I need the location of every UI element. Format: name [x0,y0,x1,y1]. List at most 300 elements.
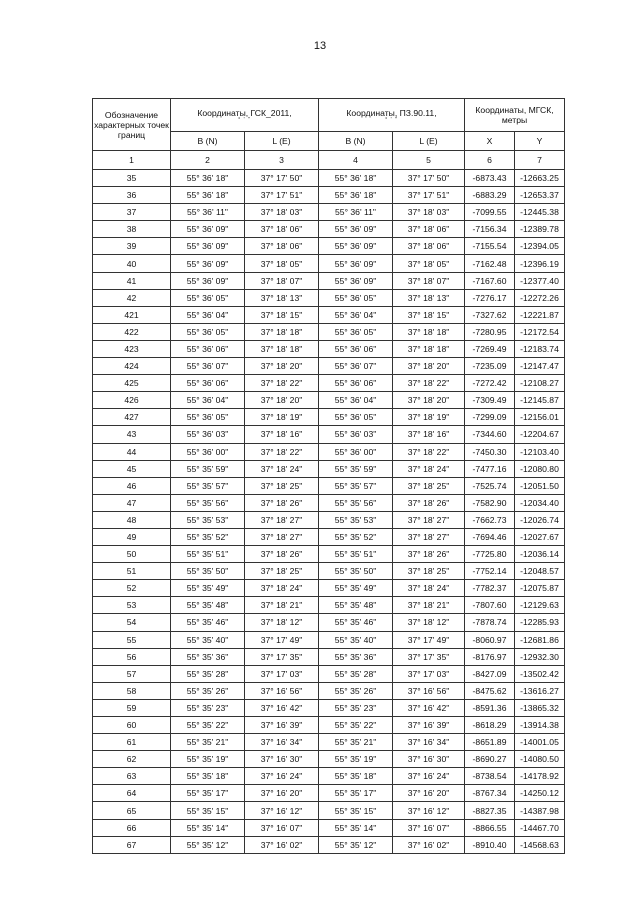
column-number: 1 [93,151,171,170]
pz-b-cell: 55° 35' 18" [319,768,393,785]
gsk-b-cell: 55° 36' 06" [171,375,245,392]
pz-l-cell: 37° 18' 03" [393,204,465,221]
pz-b-cell: 55° 36' 04" [319,392,393,409]
pz-l-cell: 37° 17' 49" [393,631,465,648]
pz-l-cell: 37° 16' 39" [393,717,465,734]
pz-l-cell: 37° 18' 16" [393,426,465,443]
pz-b-cell: 55° 35' 23" [319,699,393,716]
mgsk-y-cell: -12051.50 [515,477,565,494]
mgsk-x-cell: -8910.40 [465,836,515,853]
table-row [93,546,565,563]
gsk-l-cell: 37° 18' 20" [245,358,319,375]
pz-b-cell: 55° 35' 48" [319,597,393,614]
gsk-l-cell: 37° 18' 05" [245,255,319,272]
point-id-cell: 427 [93,409,171,426]
gsk-l-cell: 37° 16' 56" [245,682,319,699]
mgsk-y-cell: -12445.38 [515,204,565,221]
mgsk-x-cell: -7878.74 [465,614,515,631]
gsk-l-cell: 37° 16' 30" [245,751,319,768]
table-row [93,238,565,255]
table-row [93,511,565,528]
gsk-b-cell: 55° 35' 36" [171,648,245,665]
gsk-l-cell: 37° 18' 21" [245,597,319,614]
gsk-l-cell: 37° 18' 18" [245,340,319,357]
gsk-b-cell: 55° 36' 00" [171,443,245,460]
gsk-l-cell: 37° 18' 18" [245,323,319,340]
gsk-b-cell: 55° 35' 50" [171,563,245,580]
gsk-b-cell: 55° 35' 22" [171,717,245,734]
point-id-cell: 55 [93,631,171,648]
gsk-b-cell: 55° 36' 09" [171,221,245,238]
pz-b-cell: 55° 36' 05" [319,289,393,306]
mgsk-y-cell: -14080.50 [515,751,565,768]
mgsk-y-cell: -14568.63 [515,836,565,853]
pz-b-cell: 55° 36' 09" [319,272,393,289]
gsk-l-cell: 37° 16' 12" [245,802,319,819]
table-row [93,631,565,648]
header-b2: B (N) [319,132,393,151]
mgsk-y-cell: -12394.05 [515,238,565,255]
pz-l-cell: 37° 17' 51" [393,187,465,204]
point-id-cell: 423 [93,340,171,357]
gsk-b-cell: 55° 36' 09" [171,272,245,289]
table-row [93,477,565,494]
gsk-l-cell: 37° 18' 24" [245,580,319,597]
mgsk-x-cell: -7450.30 [465,443,515,460]
pz-b-cell: 55° 36' 18" [319,170,393,187]
gsk-b-cell: 55° 35' 15" [171,802,245,819]
mgsk-x-cell: -7235.09 [465,358,515,375]
gsk-l-cell: 37° 18' 27" [245,511,319,528]
point-id-cell: 48 [93,511,171,528]
mgsk-y-cell: -13914.38 [515,717,565,734]
point-id-cell: 421 [93,306,171,323]
point-id-cell: 422 [93,323,171,340]
mgsk-x-cell: -7807.60 [465,597,515,614]
gsk-b-cell: 55° 35' 51" [171,546,245,563]
gsk-b-cell: 55° 36' 05" [171,323,245,340]
mgsk-y-cell: -12663.25 [515,170,565,187]
mgsk-y-cell: -12932.30 [515,648,565,665]
table-row [93,494,565,511]
table-row [93,187,565,204]
table-body [93,170,565,854]
mgsk-y-cell: -12377.40 [515,272,565,289]
mgsk-y-cell: -12156.01 [515,409,565,426]
pz-b-cell: 55° 35' 53" [319,511,393,528]
mgsk-y-cell: -14178.92 [515,768,565,785]
point-id-cell: 43 [93,426,171,443]
mgsk-x-cell: -7782.37 [465,580,515,597]
gsk-b-cell: 55° 35' 49" [171,580,245,597]
pz-b-cell: 55° 35' 14" [319,819,393,836]
mgsk-x-cell: -7156.34 [465,221,515,238]
mgsk-x-cell: -8690.27 [465,751,515,768]
pz-b-cell: 55° 36' 09" [319,255,393,272]
header-b: B (N) [171,132,245,151]
point-id-cell: 45 [93,460,171,477]
gsk-b-cell: 55° 35' 57" [171,477,245,494]
table-row [93,221,565,238]
gsk-l-cell: 37° 17' 50" [245,170,319,187]
gsk-b-cell: 55° 35' 17" [171,785,245,802]
mgsk-y-cell: -13502.42 [515,665,565,682]
table-row [93,426,565,443]
point-id-cell: 58 [93,682,171,699]
gsk-b-cell: 55° 36' 06" [171,340,245,357]
gsk-l-cell: 37° 18' 03" [245,204,319,221]
gsk-l-cell: 37° 16' 20" [245,785,319,802]
mgsk-x-cell: -7162.48 [465,255,515,272]
mgsk-x-cell: -7525.74 [465,477,515,494]
mgsk-y-cell: -13865.32 [515,699,565,716]
pz-b-cell: 55° 35' 57" [319,477,393,494]
mgsk-y-cell: -12221.87 [515,306,565,323]
mgsk-y-cell: -12396.19 [515,255,565,272]
gsk-b-cell: 55° 35' 56" [171,494,245,511]
gsk-l-cell: 37° 16' 02" [245,836,319,853]
mgsk-y-cell: -12147.47 [515,358,565,375]
mgsk-x-cell: -8176.97 [465,648,515,665]
point-id-cell: 426 [93,392,171,409]
mgsk-x-cell: -8651.89 [465,734,515,751]
gsk-l-cell: 37° 18' 16" [245,426,319,443]
table-row [93,528,565,545]
mgsk-y-cell: -12272.26 [515,289,565,306]
pz-l-cell: 37° 16' 12" [393,802,465,819]
pz-l-cell: 37° 18' 19" [393,409,465,426]
gsk-b-cell: 55° 36' 07" [171,358,245,375]
pz-l-cell: 37° 17' 03" [393,665,465,682]
gsk-b-cell: 55° 36' 03" [171,426,245,443]
gsk-l-cell: 37° 17' 03" [245,665,319,682]
gsk-b-cell: 55° 35' 40" [171,631,245,648]
mgsk-x-cell: -7582.90 [465,494,515,511]
header-gsk [171,99,319,132]
table-row [93,768,565,785]
table-row [93,751,565,768]
mgsk-x-cell: -7272.42 [465,375,515,392]
pz-b-cell: 55° 35' 21" [319,734,393,751]
mgsk-y-cell: -14250.12 [515,785,565,802]
gsk-l-cell: 37° 17' 51" [245,187,319,204]
pz-b-cell: 55° 36' 11" [319,204,393,221]
gsk-l-cell: 37° 18' 26" [245,494,319,511]
table-row [93,409,565,426]
pz-l-cell: 37° 18' 18" [393,340,465,357]
table-row [93,289,565,306]
pz-b-cell: 55° 36' 07" [319,358,393,375]
mgsk-y-cell: -14467.70 [515,819,565,836]
mgsk-y-cell: -12048.57 [515,563,565,580]
pz-b-cell: 55° 35' 17" [319,785,393,802]
mgsk-y-cell: -12183.74 [515,340,565,357]
point-id-cell: 46 [93,477,171,494]
mgsk-y-cell: -12145.87 [515,392,565,409]
point-id-cell: 56 [93,648,171,665]
mgsk-x-cell: -6873.43 [465,170,515,187]
header-pz-title: Координаты, ПЗ.90.11, [346,107,437,118]
pz-b-cell: 55° 35' 46" [319,614,393,631]
point-id-cell: 59 [93,699,171,716]
gsk-l-cell: 37° 18' 27" [245,528,319,545]
header-gsk-unit: ° ' " [238,116,251,123]
gsk-l-cell: 37° 18' 25" [245,477,319,494]
table-row [93,836,565,853]
pz-l-cell: 37° 16' 20" [393,785,465,802]
table-row [93,819,565,836]
point-id-cell: 39 [93,238,171,255]
gsk-b-cell: 55° 35' 59" [171,460,245,477]
mgsk-x-cell: -7269.49 [465,340,515,357]
pz-b-cell: 55° 35' 22" [319,717,393,734]
page-number: 13 [313,40,327,52]
gsk-b-cell: 55° 36' 04" [171,306,245,323]
gsk-l-cell: 37° 18' 20" [245,392,319,409]
gsk-l-cell: 37° 18' 12" [245,614,319,631]
pz-l-cell: 37° 17' 35" [393,648,465,665]
pz-b-cell: 55° 35' 12" [319,836,393,853]
table-row [93,802,565,819]
gsk-b-cell: 55° 36' 04" [171,392,245,409]
mgsk-x-cell: -8827.35 [465,802,515,819]
mgsk-x-cell: -8866.55 [465,819,515,836]
pz-b-cell: 55° 35' 28" [319,665,393,682]
column-number: 7 [515,151,565,170]
coordinates-table [92,98,565,854]
header-point-label: Обозначение характерных точек границ [93,99,171,151]
mgsk-y-cell: -12172.54 [515,323,565,340]
point-id-cell: 38 [93,221,171,238]
pz-b-cell: 55° 35' 36" [319,648,393,665]
gsk-b-cell: 55° 35' 26" [171,682,245,699]
pz-l-cell: 37° 18' 06" [393,221,465,238]
table-row [93,204,565,221]
pz-l-cell: 37° 18' 24" [393,460,465,477]
gsk-l-cell: 37° 18' 26" [245,546,319,563]
mgsk-x-cell: -7344.60 [465,426,515,443]
mgsk-x-cell: -7167.60 [465,272,515,289]
gsk-l-cell: 37° 18' 06" [245,238,319,255]
point-id-cell: 42 [93,289,171,306]
mgsk-x-cell: -7694.46 [465,528,515,545]
table-row [93,699,565,716]
pz-l-cell: 37° 18' 27" [393,528,465,545]
table-row [93,375,565,392]
mgsk-y-cell: -12681.86 [515,631,565,648]
pz-l-cell: 37° 18' 07" [393,272,465,289]
header-pz-unit: ° ' " [385,116,398,123]
header-pz [319,99,465,132]
mgsk-y-cell: -12075.87 [515,580,565,597]
pz-l-cell: 37° 18' 20" [393,392,465,409]
point-id-cell: 64 [93,785,171,802]
mgsk-x-cell: -8475.62 [465,682,515,699]
pz-l-cell: 37° 16' 07" [393,819,465,836]
mgsk-y-cell: -12285.93 [515,614,565,631]
mgsk-x-cell: -8427.09 [465,665,515,682]
mgsk-y-cell: -12108.27 [515,375,565,392]
gsk-l-cell: 37° 18' 07" [245,272,319,289]
point-id-cell: 37 [93,204,171,221]
point-id-cell: 50 [93,546,171,563]
pz-l-cell: 37° 18' 15" [393,306,465,323]
pz-l-cell: 37° 18' 21" [393,597,465,614]
gsk-l-cell: 37° 17' 49" [245,631,319,648]
mgsk-y-cell: -12129.63 [515,597,565,614]
table-row [93,563,565,580]
gsk-b-cell: 55° 35' 19" [171,751,245,768]
table-row [93,580,565,597]
pz-l-cell: 37° 18' 22" [393,375,465,392]
header-l: L (E) [245,132,319,151]
pz-l-cell: 37° 16' 56" [393,682,465,699]
pz-b-cell: 55° 36' 00" [319,443,393,460]
table-row [93,272,565,289]
pz-b-cell: 55° 35' 19" [319,751,393,768]
column-number: 2 [171,151,245,170]
gsk-b-cell: 55° 36' 11" [171,204,245,221]
pz-l-cell: 37° 18' 26" [393,546,465,563]
pz-l-cell: 37° 16' 24" [393,768,465,785]
point-id-cell: 62 [93,751,171,768]
mgsk-y-cell: -12653.37 [515,187,565,204]
mgsk-y-cell: -12080.80 [515,460,565,477]
mgsk-x-cell: -7280.95 [465,323,515,340]
pz-l-cell: 37° 18' 18" [393,323,465,340]
table-row [93,323,565,340]
gsk-b-cell: 55° 35' 21" [171,734,245,751]
gsk-l-cell: 37° 17' 35" [245,648,319,665]
table-row [93,460,565,477]
mgsk-y-cell: -12034.40 [515,494,565,511]
point-id-cell: 65 [93,802,171,819]
pz-l-cell: 37° 18' 26" [393,494,465,511]
header-x: X [465,132,515,151]
pz-l-cell: 37° 18' 25" [393,563,465,580]
mgsk-y-cell: -12389.78 [515,221,565,238]
gsk-l-cell: 37° 18' 06" [245,221,319,238]
gsk-b-cell: 55° 35' 46" [171,614,245,631]
header-y: Y [515,132,565,151]
column-number: 4 [319,151,393,170]
gsk-b-cell: 55° 36' 05" [171,289,245,306]
point-id-cell: 66 [93,819,171,836]
table-row [93,785,565,802]
pz-b-cell: 55° 35' 56" [319,494,393,511]
gsk-b-cell: 55° 35' 52" [171,528,245,545]
pz-l-cell: 37° 17' 50" [393,170,465,187]
pz-l-cell: 37° 16' 42" [393,699,465,716]
pz-b-cell: 55° 35' 51" [319,546,393,563]
pz-l-cell: 37° 16' 34" [393,734,465,751]
pz-l-cell: 37° 18' 20" [393,358,465,375]
gsk-l-cell: 37° 18' 13" [245,289,319,306]
mgsk-y-cell: -12027.67 [515,528,565,545]
mgsk-x-cell: -8591.36 [465,699,515,716]
point-id-cell: 47 [93,494,171,511]
table-row [93,443,565,460]
pz-l-cell: 37° 18' 12" [393,614,465,631]
point-id-cell: 49 [93,528,171,545]
pz-b-cell: 55° 36' 09" [319,238,393,255]
gsk-l-cell: 37° 16' 07" [245,819,319,836]
point-id-cell: 424 [93,358,171,375]
gsk-b-cell: 55° 35' 18" [171,768,245,785]
point-id-cell: 52 [93,580,171,597]
pz-b-cell: 55° 36' 05" [319,323,393,340]
mgsk-y-cell: -12036.14 [515,546,565,563]
gsk-b-cell: 55° 36' 09" [171,238,245,255]
mgsk-y-cell: -14387.98 [515,802,565,819]
mgsk-y-cell: -14001.05 [515,734,565,751]
mgsk-x-cell: -7276.17 [465,289,515,306]
table-row [93,340,565,357]
gsk-l-cell: 37° 16' 24" [245,768,319,785]
pz-l-cell: 37° 18' 06" [393,238,465,255]
pz-l-cell: 37° 16' 30" [393,751,465,768]
pz-l-cell: 37° 18' 13" [393,289,465,306]
gsk-l-cell: 37° 18' 24" [245,460,319,477]
gsk-b-cell: 55° 36' 18" [171,170,245,187]
pz-b-cell: 55° 36' 06" [319,375,393,392]
table-row [93,648,565,665]
point-id-cell: 53 [93,597,171,614]
pz-b-cell: 55° 35' 50" [319,563,393,580]
mgsk-y-cell: -12204.67 [515,426,565,443]
pz-b-cell: 55° 36' 05" [319,409,393,426]
point-id-cell: 60 [93,717,171,734]
pz-l-cell: 37° 18' 22" [393,443,465,460]
header-l2: L (E) [393,132,465,151]
pz-b-cell: 55° 36' 04" [319,306,393,323]
pz-b-cell: 55° 35' 52" [319,528,393,545]
gsk-b-cell: 55° 35' 53" [171,511,245,528]
pz-b-cell: 55° 35' 49" [319,580,393,597]
gsk-l-cell: 37° 18' 22" [245,375,319,392]
gsk-l-cell: 37° 16' 34" [245,734,319,751]
table-row [93,358,565,375]
mgsk-x-cell: -7327.62 [465,306,515,323]
gsk-l-cell: 37° 18' 25" [245,563,319,580]
mgsk-y-cell: -12026.74 [515,511,565,528]
point-id-cell: 54 [93,614,171,631]
column-number: 5 [393,151,465,170]
point-id-cell: 57 [93,665,171,682]
point-id-cell: 67 [93,836,171,853]
mgsk-x-cell: -7662.73 [465,511,515,528]
point-id-cell: 51 [93,563,171,580]
column-number: 6 [465,151,515,170]
gsk-l-cell: 37° 18' 22" [245,443,319,460]
mgsk-x-cell: -7477.16 [465,460,515,477]
table-row [93,665,565,682]
mgsk-x-cell: -6883.29 [465,187,515,204]
pz-b-cell: 55° 35' 26" [319,682,393,699]
mgsk-y-cell: -13616.27 [515,682,565,699]
point-id-cell: 40 [93,255,171,272]
pz-l-cell: 37° 18' 25" [393,477,465,494]
mgsk-y-cell: -12103.40 [515,443,565,460]
pz-b-cell: 55° 35' 15" [319,802,393,819]
pz-b-cell: 55° 36' 18" [319,187,393,204]
gsk-b-cell: 55° 36' 09" [171,255,245,272]
mgsk-x-cell: -7299.09 [465,409,515,426]
table-row [93,392,565,409]
gsk-l-cell: 37° 16' 39" [245,717,319,734]
mgsk-x-cell: -8618.29 [465,717,515,734]
table-row [93,614,565,631]
